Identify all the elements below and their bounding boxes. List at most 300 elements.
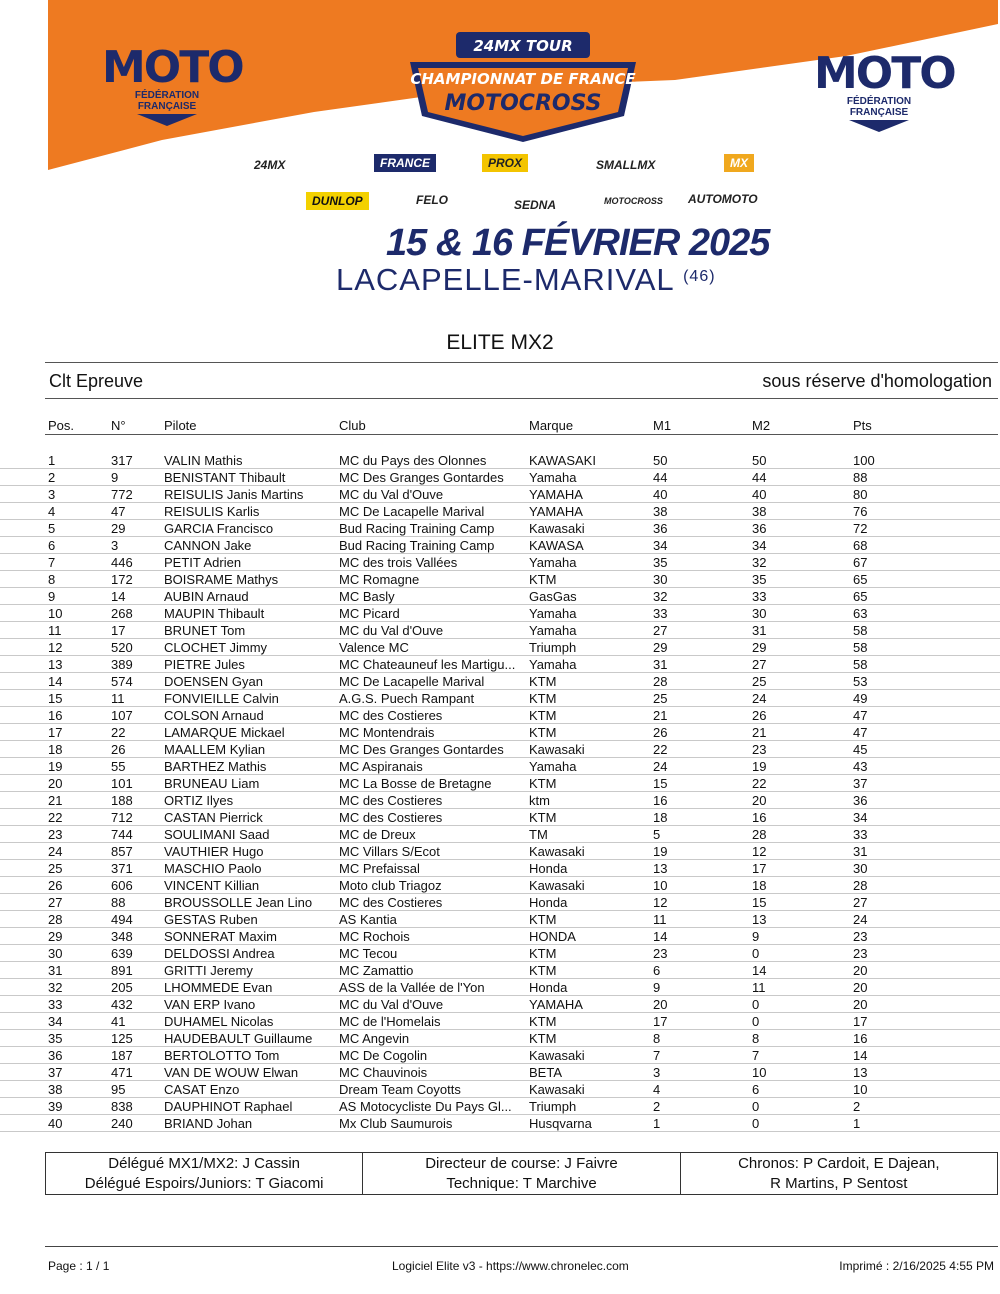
cell-m1: 13 (653, 861, 668, 876)
federation-logo-line2: FRANÇAISE (137, 101, 197, 112)
official-line: Chronos: P Cardoit, E Dajean, (738, 1155, 940, 1172)
cell-pos: 32 (48, 980, 63, 995)
cell-m2: 19 (752, 759, 767, 774)
cell-marque: YAMAHA (529, 487, 583, 502)
cell-pilote: VAUTHIER Hugo (164, 844, 264, 859)
cell-pilote: DUHAMEL Nicolas (164, 1014, 274, 1029)
cell-pos: 39 (48, 1099, 63, 1114)
cell-number: 268 (111, 606, 133, 621)
cell-m1: 30 (653, 572, 668, 587)
cell-pts: 37 (853, 776, 868, 791)
cell-pilote: VALIN Mathis (164, 453, 243, 468)
cell-pos: 2 (48, 470, 56, 485)
cell-pilote: COLSON Arnaud (164, 708, 264, 723)
cell-number: 606 (111, 878, 133, 893)
championship-line1: CHAMPIONNAT DE FRANCE (410, 70, 636, 88)
cell-pts: 27 (853, 895, 868, 910)
cell-pts: 13 (853, 1065, 868, 1080)
cell-pts: 53 (853, 674, 868, 689)
cell-marque: KTM (529, 708, 557, 723)
cell-pts: 76 (853, 504, 868, 519)
cell-club: Bud Racing Training Camp (339, 521, 495, 536)
cell-m2: 20 (752, 793, 767, 808)
cell-pts: 31 (853, 844, 868, 859)
cell-marque: Honda (529, 861, 568, 876)
cell-club: MC Basly (339, 589, 395, 604)
sponsor-logo: SMALLMX (596, 158, 656, 172)
championship-line2: MOTOCROSS (444, 91, 602, 116)
tour-badge-text: 24MX TOUR (473, 37, 573, 55)
table-row (0, 707, 1000, 724)
table-row (0, 1013, 1000, 1030)
cell-marque: YAMAHA (529, 997, 583, 1012)
cell-number: 389 (111, 657, 133, 672)
cell-pilote: LAMARQUE Mickael (164, 725, 285, 740)
event-venue (336, 262, 716, 298)
cell-pilote: BARTHEZ Mathis (164, 759, 267, 774)
cell-number: 520 (111, 640, 133, 655)
cell-m2: 33 (752, 589, 767, 604)
cell-marque: Kawasaki (529, 742, 585, 757)
cell-pilote: BOISRAME Mathys (164, 572, 279, 587)
cell-pts: 47 (853, 708, 868, 723)
cell-pilote: GESTAS Ruben (164, 912, 258, 927)
cell-pts: 67 (853, 555, 868, 570)
cell-pts: 1 (853, 1116, 861, 1131)
cell-pilote: CANNON Jake (164, 538, 252, 553)
cell-m2: 31 (752, 623, 767, 638)
cell-club: ASS de la Vallée de l'Yon (339, 980, 485, 995)
cell-club: MC Villars S/Ecot (339, 844, 440, 859)
cell-pos: 18 (48, 742, 63, 757)
cell-pts: 58 (853, 640, 868, 655)
table-row (0, 758, 1000, 775)
cell-pilote: DELDOSSI Andrea (164, 946, 275, 961)
cell-club: MC De Lacapelle Marival (339, 674, 485, 689)
cell-m1: 4 (653, 1082, 661, 1097)
cell-number: 3 (111, 538, 119, 553)
cell-club: Mx Club Saumurois (339, 1116, 453, 1131)
cell-marque: KTM (529, 912, 557, 927)
cell-m2: 13 (752, 912, 767, 927)
cell-number: 125 (111, 1031, 133, 1046)
col-header-club: Club (339, 418, 366, 433)
cell-pilote: MAALLEM Kylian (164, 742, 266, 757)
cell-pts: 36 (853, 793, 868, 808)
table-row (0, 588, 1000, 605)
cell-marque: Kawasaki (529, 521, 585, 536)
results-table (0, 452, 1000, 1132)
cell-club: Valence MC (339, 640, 409, 655)
cell-m1: 1 (653, 1116, 661, 1131)
cell-m1: 8 (653, 1031, 661, 1046)
cell-marque: KTM (529, 1014, 557, 1029)
cell-club: MC du Val d'Ouve (339, 623, 444, 638)
cell-pos: 28 (48, 912, 63, 927)
cell-m2: 21 (752, 725, 767, 740)
table-row (0, 639, 1000, 656)
cell-number: 88 (111, 895, 126, 910)
cell-club: MC Des Granges Gontardes (339, 742, 504, 757)
cell-marque: KAWASAKI (529, 453, 596, 468)
cell-pilote: MAUPIN Thibault (164, 606, 265, 621)
cell-pos: 6 (48, 538, 56, 553)
federation-logo-right (814, 48, 955, 142)
cell-club: MC des Costieres (339, 793, 443, 808)
cell-pilote: VAN DE WOUW Elwan (164, 1065, 299, 1080)
cell-m1: 33 (653, 606, 668, 621)
cell-m2: 0 (752, 1099, 760, 1114)
cell-pos: 21 (48, 793, 63, 808)
cell-m2: 38 (752, 504, 767, 519)
cell-m1: 44 (653, 470, 668, 485)
cell-pts: 65 (853, 589, 868, 604)
table-row (0, 826, 1000, 843)
table-row (0, 1030, 1000, 1047)
cell-marque: GasGas (529, 589, 577, 604)
table-row (0, 945, 1000, 962)
cell-pos: 27 (48, 895, 63, 910)
table-row (0, 962, 1000, 979)
cell-m1: 26 (653, 725, 668, 740)
cell-pilote: DOENSEN Gyan (164, 674, 263, 689)
cell-number: 205 (111, 980, 133, 995)
cell-pos: 40 (48, 1116, 63, 1131)
cell-pts: 49 (853, 691, 868, 706)
sponsor-logo: 24MX (254, 158, 286, 172)
divider (45, 362, 998, 363)
officials-chronos (680, 1153, 997, 1194)
table-header (0, 418, 1000, 434)
cell-number: 838 (111, 1099, 133, 1114)
cell-pts: 24 (853, 912, 868, 927)
cell-marque: Yamaha (529, 623, 577, 638)
cell-pilote: DAUPHINOT Raphael (164, 1099, 293, 1114)
col-header-pts: Pts (853, 418, 872, 433)
officials-box (45, 1152, 998, 1195)
cell-pts: 45 (853, 742, 868, 757)
cell-pilote: ORTIZ Ilyes (164, 793, 234, 808)
cell-pilote: PETIT Adrien (164, 555, 242, 570)
cell-number: 172 (111, 572, 133, 587)
cell-marque: ktm (529, 793, 550, 808)
cell-m2: 24 (752, 691, 767, 706)
table-row (0, 554, 1000, 571)
cell-club: MC Angevin (339, 1031, 410, 1046)
cell-pos: 24 (48, 844, 63, 859)
table-row (0, 996, 1000, 1013)
cell-m1: 2 (653, 1099, 661, 1114)
cell-pos: 20 (48, 776, 63, 791)
cell-club: MC des Costieres (339, 810, 443, 825)
table-row (0, 503, 1000, 520)
table-row (0, 673, 1000, 690)
table-row (0, 520, 1000, 537)
ranking-type: Clt Epreuve (49, 371, 144, 391)
cell-club: MC du Val d'Ouve (339, 997, 444, 1012)
cell-club: MC De Cogolin (339, 1048, 428, 1063)
cell-m2: 32 (752, 555, 767, 570)
cell-club: MC Des Granges Gontardes (339, 470, 504, 485)
cell-m2: 26 (752, 708, 767, 723)
cell-m2: 40 (752, 487, 767, 502)
sponsor-logo: MX (724, 154, 754, 172)
chevron-shape (849, 120, 909, 132)
cell-marque: Yamaha (529, 470, 577, 485)
cell-pos: 3 (48, 487, 56, 502)
cell-pts: 65 (853, 572, 868, 587)
cell-number: 446 (111, 555, 133, 570)
cell-club: MC Montendrais (339, 725, 435, 740)
cell-number: 107 (111, 708, 133, 723)
cell-pos: 29 (48, 929, 63, 944)
cell-m2: 28 (752, 827, 767, 842)
cell-m1: 24 (653, 759, 668, 774)
cell-m2: 16 (752, 810, 767, 825)
cell-pilote: VINCENT Killian (164, 878, 260, 893)
table-row (0, 860, 1000, 877)
cell-pos: 14 (48, 674, 63, 689)
cell-pilote: HAUDEBAULT Guillaume (164, 1031, 313, 1046)
table-row (0, 1098, 1000, 1115)
cell-m2: 12 (752, 844, 767, 859)
cell-pilote: SOULIMANI Saad (164, 827, 270, 842)
cell-pos: 22 (48, 810, 63, 825)
cell-club: MC De Lacapelle Marival (339, 504, 485, 519)
table-row (0, 877, 1000, 894)
venue-dept: (46) (683, 268, 716, 285)
federation-logo-text: MOTO (814, 48, 955, 99)
page-title: ELITE MX2 (446, 331, 554, 354)
cell-marque: Kawasaki (529, 1082, 585, 1097)
sponsor-logo: SEDNA (514, 198, 557, 212)
cell-m2: 27 (752, 657, 767, 672)
table-row (0, 469, 1000, 486)
cell-marque: Triumph (529, 1099, 577, 1114)
cell-pts: 10 (853, 1082, 868, 1097)
chevron-shape (137, 114, 197, 126)
table-row (0, 928, 1000, 945)
cell-club: MC des Costieres (339, 708, 443, 723)
cell-club: AS Kantia (339, 912, 397, 927)
cell-number: 22 (111, 725, 126, 740)
col-header-marque: Marque (529, 418, 574, 433)
cell-m1: 17 (653, 1014, 668, 1029)
cell-marque: KTM (529, 691, 557, 706)
cell-number: 101 (111, 776, 133, 791)
official-line: Technique: T Marchive (446, 1175, 597, 1192)
cell-pts: 72 (853, 521, 868, 536)
cell-marque: KTM (529, 725, 557, 740)
cell-pilote: SONNERAT Maxim (164, 929, 277, 944)
cell-pts: 14 (853, 1048, 868, 1063)
page-number: Page : 1 / 1 (48, 1259, 110, 1273)
cell-pilote: BROUSSOLLE Jean Lino (164, 895, 313, 910)
sponsor-logo: AUTOMOTO (688, 192, 758, 206)
cell-club: MC Tecou (339, 946, 398, 961)
cell-pts: 33 (853, 827, 868, 842)
cell-pts: 43 (853, 759, 868, 774)
cell-m2: 0 (752, 1116, 760, 1131)
table-row (0, 775, 1000, 792)
cell-m2: 0 (752, 1014, 760, 1029)
cell-m1: 29 (653, 640, 668, 655)
cell-number: 55 (111, 759, 126, 774)
col-header-m2: M2 (752, 418, 771, 433)
homologation-note: sous réserve d'homologation (762, 371, 992, 391)
cell-club: MC des Costieres (339, 895, 443, 910)
table-row (0, 486, 1000, 503)
cell-pts: 17 (853, 1014, 868, 1029)
cell-pos: 16 (48, 708, 63, 723)
cell-pilote: CLOCHET Jimmy (164, 640, 268, 655)
cell-number: 639 (111, 946, 133, 961)
cell-marque: YAMAHA (529, 504, 583, 519)
cell-pos: 4 (48, 504, 56, 519)
cell-pilote: CASTAN Pierrick (164, 810, 263, 825)
cell-m1: 50 (653, 453, 668, 468)
cell-m2: 34 (752, 538, 767, 553)
cell-pilote: GRITTI Jeremy (164, 963, 253, 978)
cell-number: 95 (111, 1082, 126, 1097)
cell-pos: 34 (48, 1014, 63, 1029)
official-line: Délégué MX1/MX2: J Cassin (108, 1155, 301, 1172)
cell-marque: Triumph (529, 640, 577, 655)
cell-pos: 1 (48, 453, 56, 468)
cell-m1: 9 (653, 980, 661, 995)
table-row (0, 605, 1000, 622)
cell-pilote: GARCIA Francisco (164, 521, 274, 536)
cell-m2: 10 (752, 1065, 767, 1080)
table-row (0, 911, 1000, 928)
cell-pilote: CASAT Enzo (164, 1082, 240, 1097)
table-row (0, 571, 1000, 588)
cell-number: 26 (111, 742, 126, 757)
cell-club: MC Rochois (339, 929, 410, 944)
cell-marque: KTM (529, 946, 557, 961)
cell-m2: 29 (752, 640, 767, 655)
cell-m1: 21 (653, 708, 668, 723)
cell-marque: KTM (529, 1031, 557, 1046)
cell-marque: Kawasaki (529, 844, 585, 859)
cell-pos: 36 (48, 1048, 63, 1063)
cell-m1: 16 (653, 793, 668, 808)
cell-number: 187 (111, 1048, 133, 1063)
cell-number: 432 (111, 997, 133, 1012)
federation-logo-text: MOTO (102, 42, 243, 93)
cell-number: 371 (111, 861, 133, 876)
cell-pos: 26 (48, 878, 63, 893)
federation-logo-line1: FÉDÉRATION (134, 90, 200, 101)
software-credit: Logiciel Elite v3 - https://www.chronelec.com (392, 1259, 629, 1273)
cell-number: 17 (111, 623, 126, 638)
cell-pos: 11 (48, 623, 62, 638)
cell-pts: 30 (853, 861, 868, 876)
cell-pts: 2 (853, 1099, 861, 1114)
cell-pts: 100 (853, 453, 875, 468)
cell-m1: 27 (653, 623, 668, 638)
cell-m1: 28 (653, 674, 668, 689)
sponsor-logo: FRANCE (374, 154, 436, 172)
cell-club: MC du Pays des Olonnes (339, 453, 487, 468)
cell-marque: Kawasaki (529, 878, 585, 893)
cell-pts: 63 (853, 606, 868, 621)
cell-pilote: BRIAND Johan (164, 1116, 253, 1131)
cell-m1: 40 (653, 487, 668, 502)
cell-club: MC Romagne (339, 572, 420, 587)
cell-marque: Kawasaki (529, 1048, 585, 1063)
cell-m1: 6 (653, 963, 661, 978)
cell-number: 857 (111, 844, 133, 859)
cell-m1: 12 (653, 895, 668, 910)
cell-marque: KTM (529, 963, 557, 978)
cell-m2: 22 (752, 776, 767, 791)
cell-marque: Yamaha (529, 657, 577, 672)
cell-club: MC Aspiranais (339, 759, 423, 774)
cell-number: 772 (111, 487, 133, 502)
cell-m1: 31 (653, 657, 668, 672)
cell-pos: 37 (48, 1065, 63, 1080)
cell-pts: 23 (853, 946, 868, 961)
venue-name: LACAPELLE-MARIVAL (336, 262, 674, 297)
col-header-pilote: Pilote (164, 418, 197, 433)
cell-m1: 36 (653, 521, 668, 536)
cell-number: 9 (111, 470, 119, 485)
cell-number: 317 (111, 453, 133, 468)
official-line: R Martins, P Sentost (770, 1175, 908, 1192)
cell-club: MC de Dreux (339, 827, 416, 842)
cell-pos: 30 (48, 946, 63, 961)
cell-marque: Yamaha (529, 555, 577, 570)
cell-pos: 25 (48, 861, 63, 876)
cell-club: Bud Racing Training Camp (339, 538, 495, 553)
cell-club: MC La Bosse de Bretagne (339, 776, 492, 791)
cell-pos: 15 (48, 691, 63, 706)
table-row (0, 792, 1000, 809)
cell-pilote: MASCHIO Paolo (164, 861, 262, 876)
cell-pts: 58 (853, 623, 868, 638)
cell-pos: 10 (48, 606, 63, 621)
cell-marque: KTM (529, 674, 557, 689)
cell-pts: 47 (853, 725, 868, 740)
federation-logo-line1: FÉDÉRATION (846, 96, 912, 107)
cell-number: 14 (111, 589, 126, 604)
cell-club: MC du Val d'Ouve (339, 487, 444, 502)
table-row (0, 690, 1000, 707)
cell-number: 712 (111, 810, 133, 825)
col-header-pos: Pos. (48, 418, 75, 433)
cell-club: MC Zamattio (339, 963, 414, 978)
cell-pts: 16 (853, 1031, 868, 1046)
cell-m1: 22 (653, 742, 668, 757)
cell-marque: Yamaha (529, 759, 577, 774)
divider (45, 398, 998, 399)
officials-delegates (46, 1153, 362, 1194)
table-row (0, 1047, 1000, 1064)
cell-marque: BETA (529, 1065, 562, 1080)
cell-number: 891 (111, 963, 133, 978)
cell-m1: 3 (653, 1065, 661, 1080)
cell-pos: 5 (48, 521, 56, 536)
cell-number: 188 (111, 793, 133, 808)
cell-m1: 10 (653, 878, 668, 893)
cell-marque: Yamaha (529, 606, 577, 621)
sponsor-logo: FELO (416, 193, 448, 207)
sponsor-logo: PROX (482, 154, 528, 172)
federation-logo-left (102, 42, 243, 136)
cell-pts: 23 (853, 929, 868, 944)
cell-pos: 33 (48, 997, 63, 1012)
